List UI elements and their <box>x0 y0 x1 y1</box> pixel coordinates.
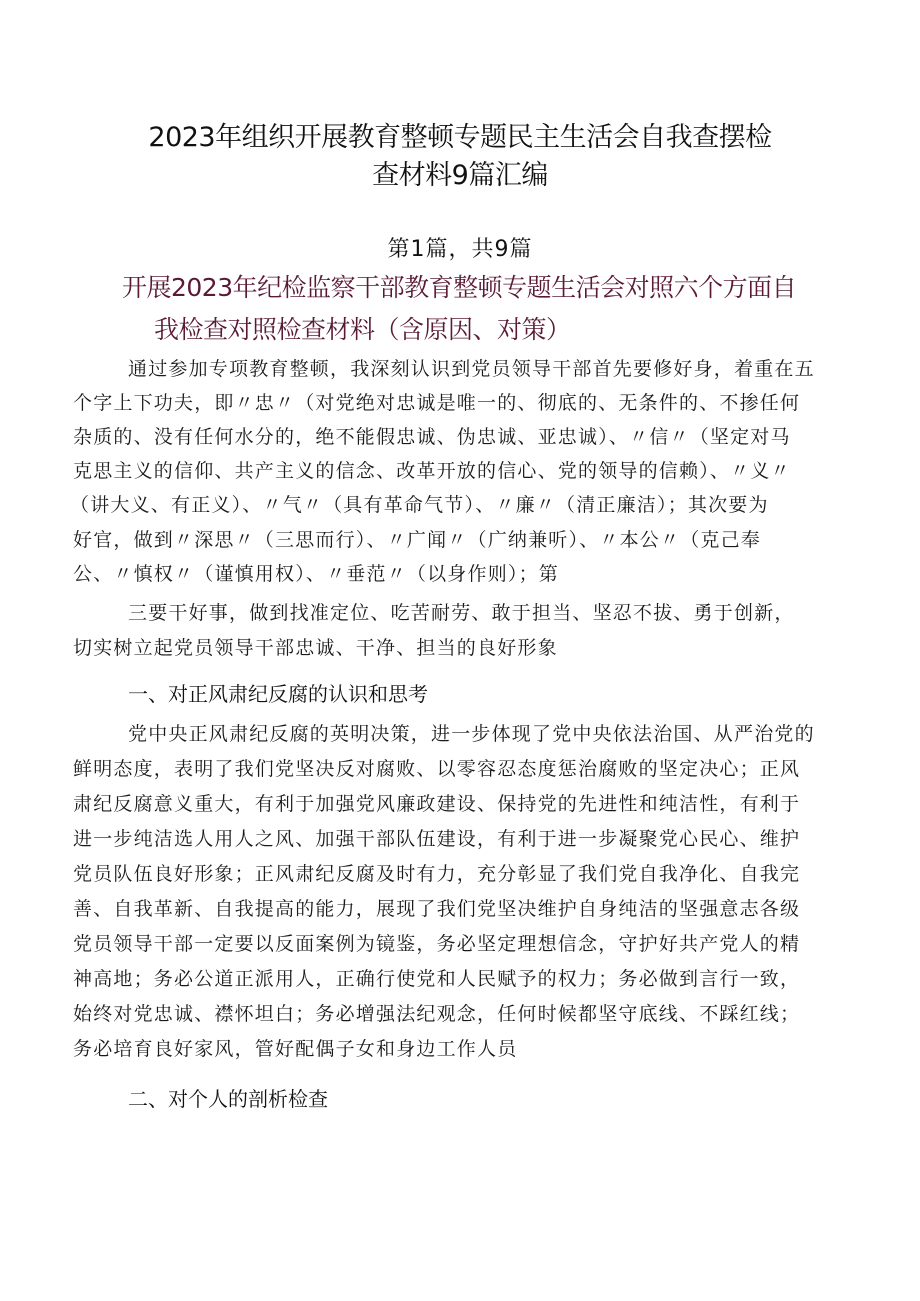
intro-line: 克思主义的信仰、共产主义的信念、改革开放的信心、党的领导的信赖）、〃义〃 <box>73 460 791 482</box>
paragraph-line: 三要干好事，做到找准定位、吃苦耐劳、敢于担当、坚忍不拔、勇于创新， <box>128 602 795 624</box>
section1-line: 始终对党忠诚、襟怀坦白；务必增强法纪观念，任何时候都坚守底线、不踩红线； <box>73 1003 801 1025</box>
intro-line: 好官，做到〃深思〃（三思而行）、〃广闻〃（广纳兼听）、〃本公〃（克己奉 <box>73 529 762 551</box>
paragraph-line: 切实树立起党员领导干部忠诚、干净、担当的良好形象 <box>73 637 558 659</box>
section1-line: 神高地；务必公道正派用人，正确行使党和人民赋予的权力；务必做到言行一致， <box>73 968 801 990</box>
intro-line: 通过参加专项教育整顿，我深刻认识到党员领导干部首先要修好身，着重在五 <box>128 358 815 380</box>
document-title-line-2: 查材料9篇汇编 <box>372 160 548 191</box>
intro-line: 公、〃慎权〃（谨慎用权）、〃垂范〃（以身作则）；第 <box>73 563 560 585</box>
section1-line: 党员领导干部一定要以反面案例为镜鉴，务必坚定理想信念，守护好共产党人的精 <box>73 933 801 955</box>
part-counter: 第1篇，共9篇 <box>387 237 533 262</box>
section-heading-2: 二、对个人的剖析检查 <box>128 1087 328 1111</box>
section1-line: 肃纪反腐意义重大，有利于加强党风廉政建设、保持党的先进性和纯洁性，有利于 <box>73 793 801 815</box>
section1-line: 务必培育良好家风，管好配偶子女和身边工作人员 <box>73 1038 518 1060</box>
intro-line: （讲大义、有正义）、〃气〃（具有革命气节）、〃廉〃（清正廉洁）；其次要为 <box>70 494 769 516</box>
section1-line: 党员队伍良好形象；正风肃纪反腐及时有力，充分彰显了我们党自我净化、自我完 <box>73 863 801 885</box>
section1-line: 鲜明态度，表明了我们党坚决反对腐败、以零容忍态度惩治腐败的坚定决心；正风 <box>73 758 801 780</box>
section1-line: 善、自我革新、自我提高的能力，展现了我们党坚决维护自身纯洁的坚强意志各级 <box>73 898 801 920</box>
intro-line: 个字上下功夫，即〃忠〃（对党绝对忠诚是唯一的、彻底的、无条件的、不掺任何 <box>73 392 801 414</box>
intro-line: 杂质的、没有任何水分的，绝不能假忠诚、伪忠诚、亚忠诚）、〃信〃（坚定对马 <box>73 426 791 448</box>
document-title-line-1: 2023年组织开展教育整顿专题民主生活会自我查摆检 <box>148 122 772 153</box>
section1-line: 党中央正风肃纪反腐的英明决策，进一步体现了党中央依法治国、从严治党的 <box>128 723 815 745</box>
article-title-line-2: 我检查对照检查材料（含原因、对策） <box>154 315 571 344</box>
section-heading-1: 一、对正风肃纪反腐的认识和思考 <box>128 682 428 706</box>
section1-line: 进一步纯洁选人用人之风、加强干部队伍建设，有利于进一步凝聚党心民心、维护 <box>73 828 801 850</box>
article-title-line-1: 开展2023年纪检监察干部教育整顿专题生活会对照六个方面自 <box>122 273 797 302</box>
